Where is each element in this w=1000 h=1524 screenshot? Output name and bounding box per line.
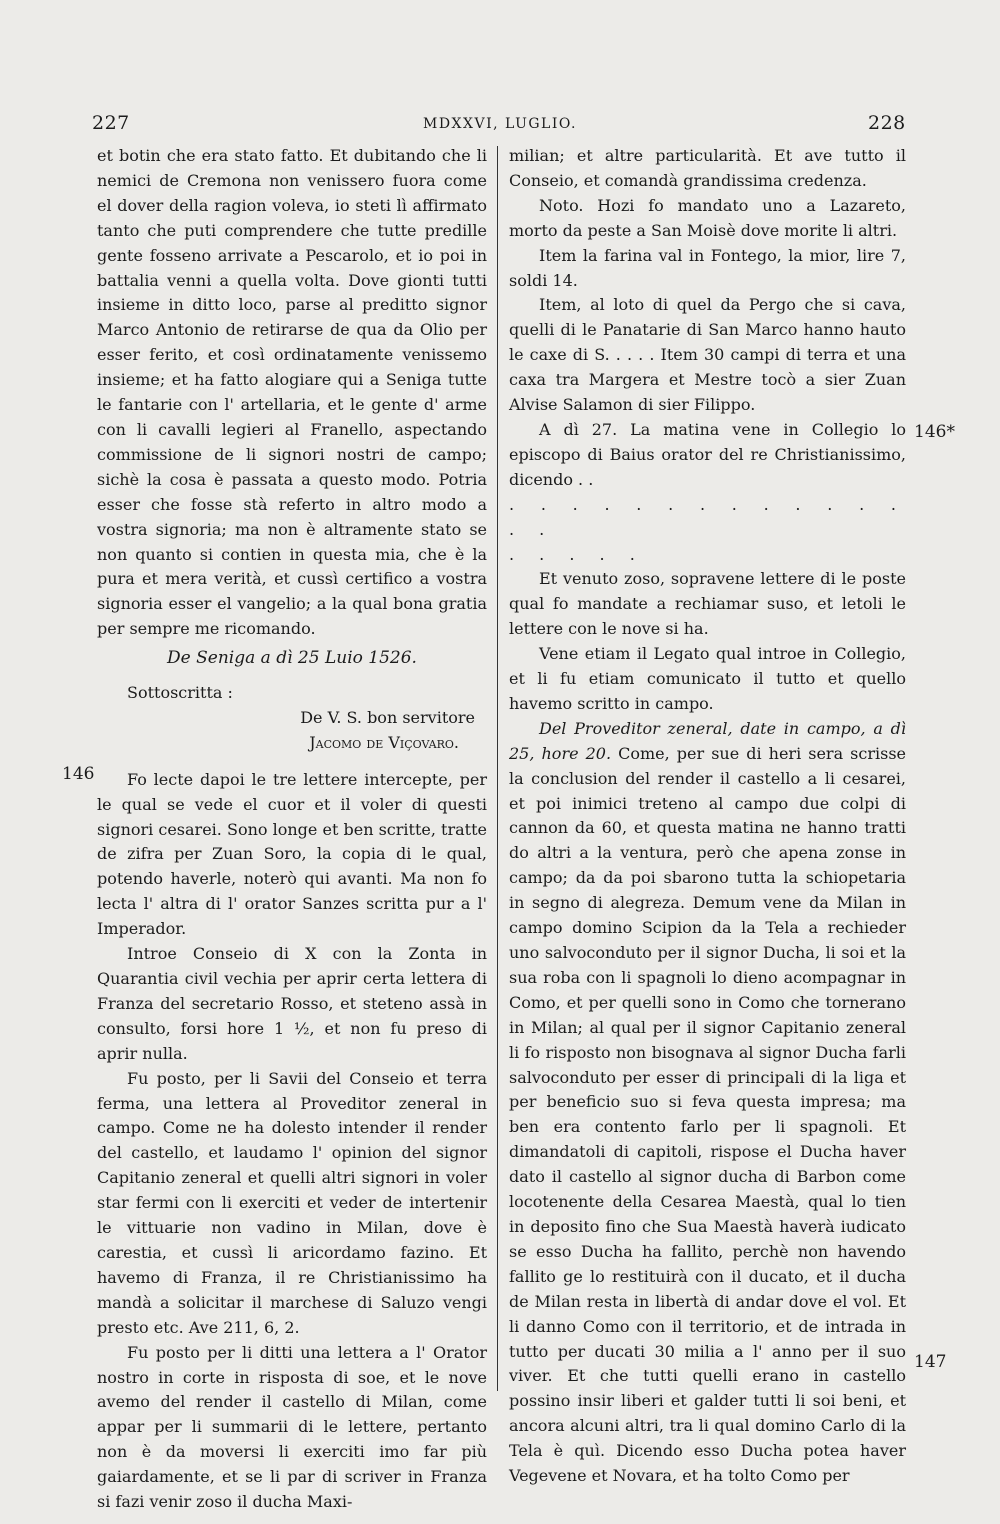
margin-number-right-1: 146* [914, 422, 955, 442]
right-column [509, 144, 906, 1489]
paragraph: Item la farina val in Fontego, la mior, lire 7, soldi 14. [509, 245, 906, 290]
page-number-left: 227 [92, 112, 130, 134]
paragraph: Fu posto per li ditti una lettera a l' Orator nostro in corte in risposta di soe, et le nove avemo del render il castello di Milan, come appar per li summarii di le lettere, pertanto non è da moversi li exerciti imo far più gaiardamente, et se li par di scriver in Franza si fazi venir zoso il ducha Maxi- [97, 1342, 487, 1512]
margin-number-right-2: 147 [914, 1352, 947, 1372]
ellipsis-line: . . . . . . . . . . . . . . . [509, 494, 906, 539]
paragraph: Introe Conseio di X con la Zonta in Quarantia civil vechia per aprir certa lettera di Franza del secretario Rosso, et steteno assà in consulto, forsi hore 1 ½, et non fu preso di aprir nulla. [97, 944, 487, 1063]
left-column [97, 144, 487, 1515]
running-header: MDXXVI, LUGLIO. [423, 116, 577, 132]
paragraph: et botin che era stato fatto. Et dubitando che li nemici de Cremona non venissero fuora come el dover della ragion voleva, io steti lì affirmato tanto che puti comprendere che tutte predille gente fosseno arrivate a Pescarolo, et io poi in battalia venni a quella volta. Dove gionti tutti insieme in ditto loco, parse al preditto signor Marco Antonio de retirarse de qua da Olio per esser ferito, et così ordinatamente venissemo insieme; et ha fatto alogiare qui a Seniga tutte le fantarie con l' artellaria, et le gente d' arme con li cavalli legieri al Franello, aspectando commissione de li signori nostri de campo; sichè la cosa è passata a questo modo. Potria esser che fosse stà referto in altro modo a vostra signoria; ma non è altramente stato se non quanto si contien in questa mia, che è la pura et mera verità, et cussì certifico a vostra signoria esser el vangelio; a la qual bona gratia per sempre me ricomando. [97, 146, 487, 639]
paragraph: Fo lecte dapoi le tre lettere intercepte, per le qual se vede el cuor et il voler di questi signori cesarei. Sono longe et ben scritte, tratte de zifra per Zuan Soro, la copia di le qual, potendo haverle, noterò qui avanti. Ma non fo lecta l' altra di l' orator Sanzes scritta pur a l' Imperador. [97, 769, 487, 939]
paragraph: Vene etiam il Legato qual introe in Collegio, et li fu etiam comunicato il tutto et quello havemo scritto in campo. [509, 644, 906, 713]
signature-name: Jacomo de Viçovaro. [309, 732, 459, 752]
signature-line: De V. S. bon servitore [300, 707, 475, 727]
paragraph: Noto. Hozi fo mandato uno a Lazareto, morto da peste a San Moisè dove morite li altri. [509, 195, 906, 240]
paragraph: Item, al loto di quel da Pergo che si cava, quelli di le Panatarie di San Marco hanno hauto le caxe di S. . . . . Item 30 campi di terra et una caxa tra Margera et Mestre tocò a sier Zuan Alvise Salamon di sier Filippo. [509, 295, 906, 415]
paragraph: Fu posto, per li Savii del Conseio et terra ferma, una lettera al Proveditor zeneral in campo. Come ne ha dolesto intender il render del castello, et laudamo l' opinion del signor Capitanio zeneral et quelli altri signori in voler star fermi con li exerciti et veder de intertenir le vittuarie non vadino in Milan, dove è carestia, et cussì li aricordamo fazino. Et havemo di Franza, il re Christianissimo ha mandà a solicitar il marchese di Saluzo vengi presto etc. Ave 211, 6, 2. [97, 1068, 487, 1337]
ellipsis-line: . . . . . [509, 544, 645, 564]
paragraph: A dì 27. La matina vene in Collegio lo episcopo di Baius orator del re Christianissimo, dicendo . . [509, 419, 906, 489]
section-heading: Del Proveditor zeneral, date in campo, a dì 25, hore 20. [509, 718, 906, 763]
letter-date: De Seniga a dì 25 Luio 1526. [167, 648, 417, 669]
column-divider [497, 146, 498, 1391]
paragraph: milian; et altre particularità. Et ave tutto il Conseio, et comandà grandissima credenza. [509, 146, 906, 190]
paragraph: Et venuto zoso, sopravene lettere di le poste qual fo mandate a rechiamar suso, et letoli le lettere con le nove si ha. [509, 569, 906, 639]
margin-number-left: 146 [62, 764, 95, 784]
subscription-label: Sottoscritta : [127, 683, 233, 703]
paragraph-body: Come, per sue di heri sera scrisse la conclusion del render il castello a li cesarei, et poi inimici treteno al campo due colpi di cannon da 60, et questa matina ne hanno tratti do altri a la ventura, però che apena zonse in campo; da da poi sbarono tutta la schiopetaria in segno di alegreza. Demum vene da Milan in campo domino Scipion da la Tela a rechieder uno salvoconduto per il signor Ducha, li soi et la sua roba con li spagnoli lo dieno acompagnar in Como, et per quelli sono in Como che tornerano in Milan; al qual per il signor Capitanio zeneral li fo risposto non bisognava al signor Ducha farli salvoconduto per esser di principali di la liga et per beneficio suo si feva questa impresa; ma ben era contento farlo per li spagnoli. Et dimandatoli di capitoli, rispose el Ducha haver dato il castello al signor ducha di Barbon come locotenente della Cesarea Maestà, qual lo tien in deposito fino che Sua Maestà haverà iudicato se esso Ducha ha fallito, perchè non havendo fallito ge lo restituirà con il ducato, et il ducha de Milan resta in libertà di andar dove el vol. Et li danno Como con il territorio, et de intrada in tutto per ducati 30 milia a l' anno per il suo viver. Et che tutti quelli erano in castello possino insir liberi et galder tutti li soi beni, et ancora alcuni altri, tra li qual domino Carlo di la Tela è quì. Dicendo esso Ducha potea haver Vegevene et Novara, et ha tolto Como per [509, 743, 906, 1486]
paragraph [509, 717, 906, 1489]
page-number-right: 228 [868, 112, 906, 134]
